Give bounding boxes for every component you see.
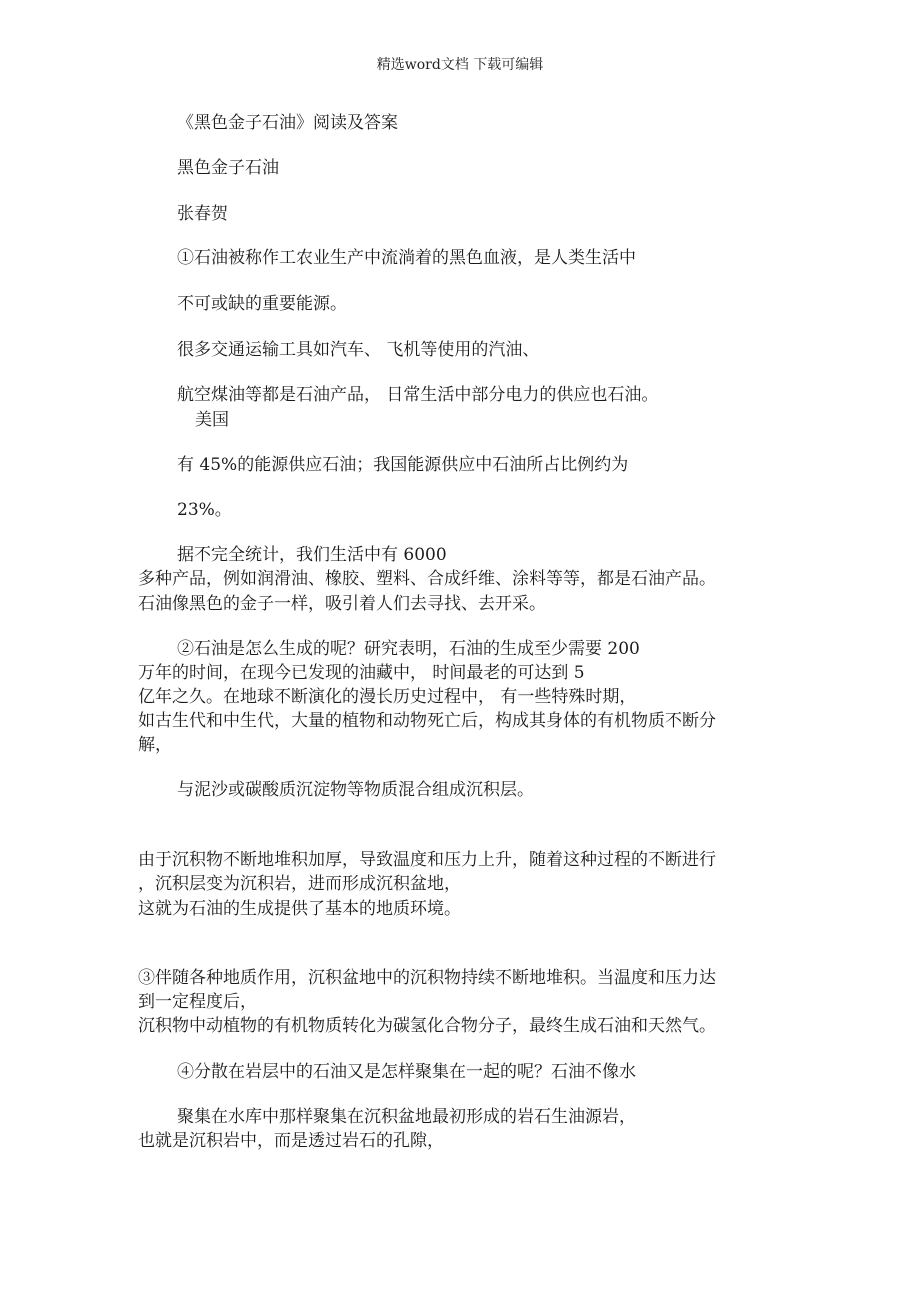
paragraph-line: 美国 <box>195 410 229 430</box>
paragraph-line: 石油像黑色的金子一样，吸引着人们去寻找、去开采。 <box>138 594 546 614</box>
paragraph-line: 这就为石油的生成提供了基本的地质环境。 <box>138 899 461 919</box>
author-name: 张春贺 <box>177 204 228 224</box>
paragraph-line: 解， <box>138 735 172 755</box>
paragraph-line: 亿年之久。在地球不断演化的漫长历史过程中， 有一些特殊时期， <box>138 687 637 707</box>
paragraph-line: 很多交通运输工具如汽车、 飞机等使用的汽油、 <box>177 340 540 360</box>
paragraph-line: 万年的时间，在现今已发现的油藏中， 时间最老的可达到 5 <box>138 663 585 683</box>
paragraph-line: 也就是沉积岩中，而是透过岩石的孔隙， <box>138 1131 444 1151</box>
paragraph-line: 如古生代和中生代，大量的植物和动物死亡后，构成其身体的有机物质不断分 <box>138 711 716 731</box>
paragraph-line: ，沉积层变为沉积岩，进而形成沉积盆地， <box>138 874 461 894</box>
paragraph-line: 沉积物中动植物的有机物质转化为碳氢化合物分子，最终生成石油和天然气。 <box>138 1016 716 1036</box>
paragraph-line: 到一定程度后， <box>138 992 257 1012</box>
paragraph-line: ④分散在岩层中的石油又是怎样聚集在一起的呢？石油不像水 <box>177 1062 636 1082</box>
paragraph-line: 不可或缺的重要能源。 <box>177 294 347 314</box>
paragraph-line: ①石油被称作工农业生产中流淌着的黑色血液，是人类生活中 <box>177 248 636 268</box>
paragraph-line: ③伴随各种地质作用，沉积盆地中的沉积物持续不断地堆积。当温度和压力达 <box>138 968 716 988</box>
paragraph-line: 由于沉积物不断地堆积加厚，导致温度和压力上升，随着这种过程的不断进行 <box>138 850 716 870</box>
paragraph-line: 多种产品，例如润滑油、橡胶、塑料、合成纤维、涂料等等，都是石油产品。 <box>138 569 716 589</box>
paragraph-line: ②石油是怎么生成的呢？研究表明，石油的生成至少需要 200 <box>177 639 640 659</box>
paragraph-line: 聚集在水库中那样聚集在沉积盆地最初形成的岩石生油源岩， <box>177 1107 636 1127</box>
page-header: 精选word文档 下载可编辑 <box>376 57 544 73</box>
paragraph-line: 与泥沙或碳酸质沉淀物等物质混合组成沉积层。 <box>177 780 534 800</box>
paragraph-line: 23%。 <box>177 500 232 520</box>
document-title: 《黑色金子石油》阅读及答案 <box>177 113 398 133</box>
article-title: 黑色金子石油 <box>177 158 279 178</box>
paragraph-line: 据不完全统计，我们生活中有 6000 <box>177 545 447 565</box>
paragraph-line: 航空煤油等都是石油产品， 日常生活中部分电力的供应也石油。 <box>177 385 659 405</box>
paragraph-line: 有 45%的能源供应石油；我国能源供应中石油所占比例约为 <box>177 455 629 475</box>
